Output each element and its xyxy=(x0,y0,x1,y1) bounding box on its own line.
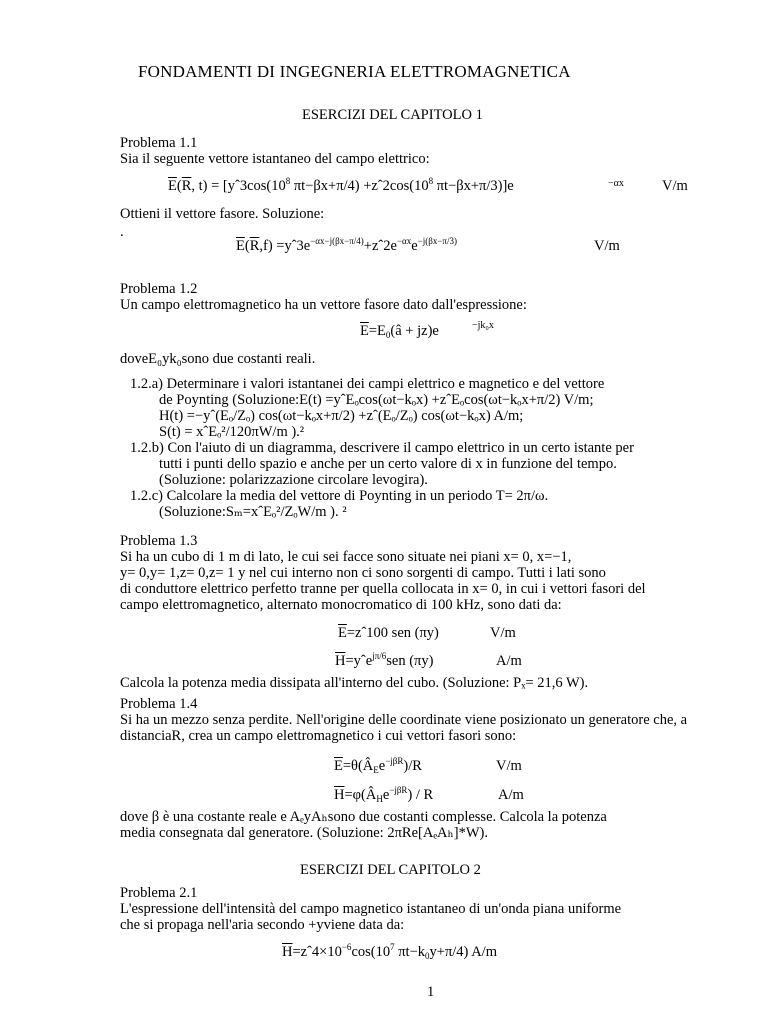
problem-1-2-intro: Un campo elettromagnetico ha un vettore fasore dato dall'espressione: xyxy=(120,297,527,313)
problem-1-4-heading: Problema 1.4 xyxy=(120,696,198,712)
problem-1-1-equation-instant: $\overline{E}(\overline{R}$, $t) = [yˆ3\cos(10^8$ $\pi t-\beta x+\pi/4) +zˆ2\cos(10^8$ πt−βx+π/3)]e xyxy=(168,176,514,194)
problem-1-3-equation-h: $\overline{H}=yˆe^{j\pi/6}sen$ (πy) xyxy=(335,651,434,669)
page-number: 1 xyxy=(427,984,435,1000)
problem-1-2-a-line-3: H(t) =−yˆ(Eₒ/Zₒ) cos(ωt−kₒx+π/2) +zˆ(Eₒ/Zₒ) cos(ωt−kₒx) A/m; xyxy=(159,408,524,424)
problem-1-3-line-2: y= 0,y= 1,z= 0,z= 1 y nel cui interno non ci sono sorgenti di campo. Tutti i lati sono xyxy=(120,565,606,581)
problem-1-2-a-line-2: de Poynting (Soluzione:E(t) =yˆEₒcos(ωt−kₒx) +zˆEₒcos(ωt−kₒx+π/2) V/m; xyxy=(159,392,594,408)
problem-1-4-equation-h-unit: A/m xyxy=(498,787,524,803)
problem-1-2-c-line-1: 1.2.c) Calcolare la media del vettore di Poynting in un periodo T= 2π/ω. xyxy=(130,488,549,504)
problem-1-3-result: Calcola la potenza media dissipata all'interno del cubo. (Soluzione: Pₓ= 21,6 W). xyxy=(120,675,589,691)
problem-1-3-line-1: Si ha un cubo di 1 m di lato, le cui sei facce sono situate nei piani x= 0, x=−1, xyxy=(120,549,572,565)
problem-1-3-equation-e: $\overline{E}=zˆ100$ sen (πy) xyxy=(338,625,439,641)
problem-1-1-equation-phasor: $\overline{E}(\overline{R},f)$ $=yˆ3e^{-\alpha x-j(\beta x-\pi/4)}+zˆ2e^{-\alpha x}e^{-j(\beta x-\pi/3)}$ xyxy=(236,236,457,254)
problem-1-3-line-3: di conduttore elettrico perfetto tranne per quella collocata in x= 0, in cui i vettori fasori del xyxy=(120,581,646,597)
problem-1-1-unit: V/m xyxy=(662,178,688,194)
problem-1-4-equation-e: $\overline{E}=\theta(Â_Ee^{-j\beta R})/R$ xyxy=(334,756,422,775)
problem-2-1-line-1: L'espressione dell'intensità del campo magnetico istantaneo di un'onda piana uniforme xyxy=(120,901,622,917)
problem-1-2-note: doveE₀yk₀sono due costanti reali. xyxy=(120,351,316,367)
problem-2-1-heading: Problema 2.1 xyxy=(120,885,198,901)
problem-1-4-equation-e-unit: V/m xyxy=(496,758,522,774)
problem-1-1-phasor-unit: V/m xyxy=(594,238,620,254)
problem-1-4-line-3: dove β è una costante reale e AₑyAₕsono due costanti complesse. Calcola la potenza xyxy=(120,809,607,825)
problem-1-2-b-line-1: 1.2.b) Con l'aiuto di un diagramma, descrivere il campo elettrico in un certo istante per xyxy=(130,440,634,456)
problem-1-1-heading: Problema 1.1 xyxy=(120,135,198,151)
problem-1-1-exponent: −αx xyxy=(608,178,624,189)
problem-1-4-line-2: distanciaR, crea un campo elettromagnetico i cui vettori fasori sono: xyxy=(120,728,517,744)
problem-1-4-equation-h: $\overline{H}=\varphi(Â_He^{-j\beta R}) / R$ xyxy=(334,785,434,804)
problem-1-2-b-line-2: tutti i punti dello spazio e anche per un certo valore di x in funzione del tempo. xyxy=(159,456,617,472)
problem-1-2-a-line-4: S(t) = xˆEₒ²/120πW/m ).² xyxy=(159,424,305,440)
problem-1-2-exponent: −jk₀x xyxy=(472,320,494,331)
problem-1-4-line-4: media consegnata dal generatore. (Soluzione: 2πRe[AₑAₕ]*W). xyxy=(120,825,488,841)
problem-1-1-intro: Sia il seguente vettore istantaneo del campo elettrico: xyxy=(120,151,430,167)
problem-1-3-equation-e-unit: V/m xyxy=(490,625,516,641)
problem-2-1-equation: $\overline{H}=zˆ4\times 10^{-6}\cos(10^7$ $\pi t-k_0y+\pi/4$) A/m xyxy=(282,942,497,961)
chapter-1-heading: ESERCIZI DEL CAPITOLO 1 xyxy=(302,107,483,123)
document-title: FONDAMENTI DI INGEGNERIA ELETTROMAGNETICA xyxy=(138,62,571,81)
problem-1-4-line-1: Si ha un mezzo senza perdite. Nell'origine delle coordinate viene posizionato un generatore che, a xyxy=(120,712,688,728)
stray-dot: . xyxy=(120,224,124,240)
problem-1-3-heading: Problema 1.3 xyxy=(120,533,198,549)
chapter-2-heading: ESERCIZI DEL CAPITOLO 2 xyxy=(300,862,481,878)
problem-1-1-question: Ottieni il vettore fasore. Soluzione: xyxy=(120,206,325,222)
problem-1-2-equation: $\overline{E}=E_0(â + jz)e$ xyxy=(360,323,439,340)
problem-1-2-c-line-2: (Soluzione:Sₘ=xˆEₒ²/ZₒW/m ). ² xyxy=(159,504,347,520)
problem-1-3-equation-h-unit: A/m xyxy=(496,653,522,669)
problem-1-2-a-line-1: 1.2.a) Determinare i valori istantanei dei campi elettrico e magnetico e del vettore xyxy=(130,376,605,392)
problem-1-2-heading: Problema 1.2 xyxy=(120,281,198,297)
problem-1-2-b-line-3: (Soluzione: polarizzazione circolare levogira). xyxy=(159,472,428,488)
problem-2-1-line-2: che si propaga nell'aria secondo +yviene data da: xyxy=(120,917,405,933)
problem-1-3-line-4: campo elettromagnetico, alternato monocromatico di 100 kHz, sono dati da: xyxy=(120,597,562,613)
